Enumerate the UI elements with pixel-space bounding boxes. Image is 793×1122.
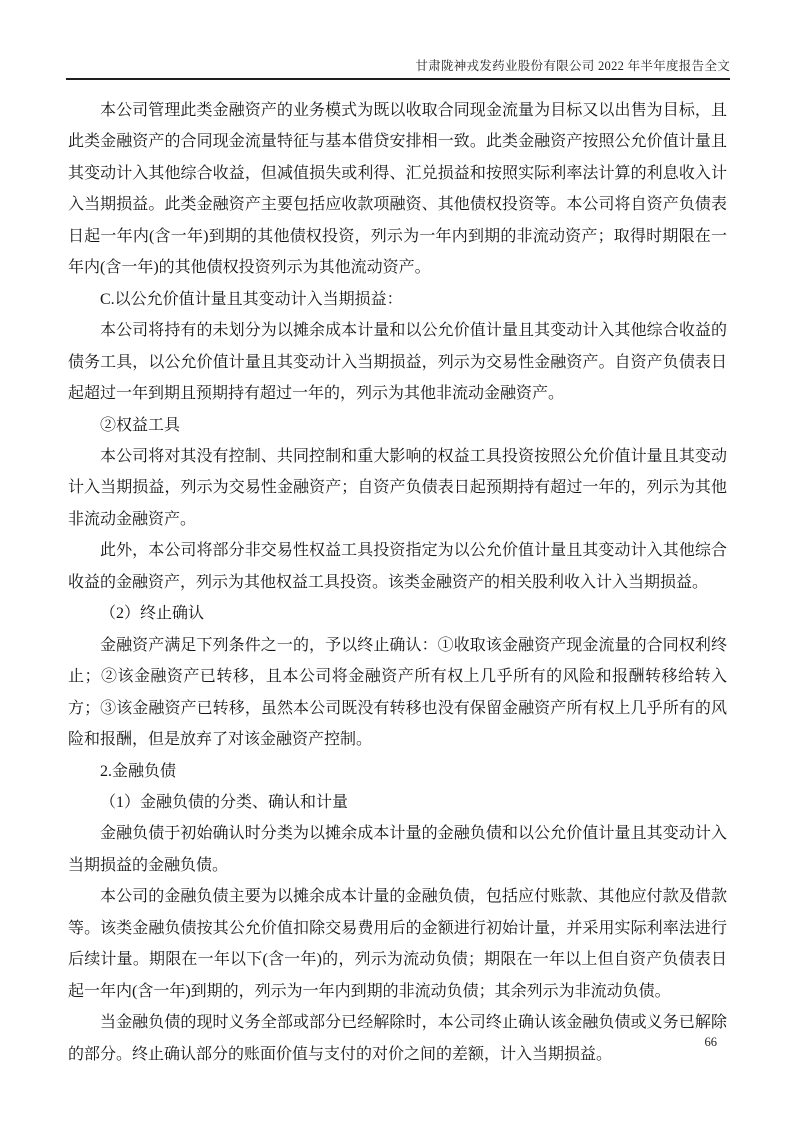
report-body [68, 95, 727, 1070]
paragraph-liability-measurement: 本公司的金融负债主要为以摊余成本计量的金融负债，包括应付账款、其他应付款及借款等。该类金融负债按其公允价值扣除交易费用后的金额进行初始计量，并采用实际利率法进行后续计量。期限在一年以下(含一年)的，列示为流动负债；期限在一年以上但自资产负债表日起一年内(含一年)到期的，列示为一年内到期的非流动负债；其余列示为非流动负债。 [68, 888, 727, 1000]
heading-derecognition: （2）终止确认 [100, 605, 205, 623]
paragraph-fvtpl-detail: 本公司将持有的未划分为以摊余成本计量和以公允价值计量且其变动计入其他综合收益的债务工具，以公允价值计量且其变动计入当期损益，列示为交易性金融资产。自资产负债表日起超过一年到期且预期持有超过一年的，列示为其他非流动金融资产。 [68, 322, 727, 403]
page-number: 66 [704, 1035, 717, 1049]
header-divider [66, 78, 730, 80]
heading-liability-classification: （1）金融负债的分类、确认和计量 [100, 793, 349, 811]
paragraph-liability-derecognition: 当金融负债的现时义务全部或部分已经解除时，本公司终止确认该金融负债或义务已解除的部分。终止确认部分的账面价值与支付的对价之间的差额，计入当期损益。 [68, 1014, 727, 1063]
paragraph-liability-initial-classification: 金融负债于初始确认时分类为以摊余成本计量的金融负债和以公允价值计量且其变动计入当期损益的金融负债。 [68, 825, 727, 874]
paragraph-derecognition-conditions: 金融资产满足下列条件之一的，予以终止确认：①收取该金融资产现金流量的合同权利终止；②该金融资产已转移，且本公司将金融资产所有权上几乎所有的风险和报酬转移给转入方；③该金融资产已转移，虽然本公司既没有转移也没有保留金融资产所有权上几乎所有的风险和报酬，但是放弃了对该金融资产控制。 [68, 636, 727, 749]
paragraph-financial-asset-model: 本公司管理此类金融资产的业务模式为既以收取合同现金流量为目标又以出售为目标，且此类金融资产的合同现金流量特征与基本借贷安排相一致。此类金融资产按照公允价值计量且其变动计入其他综合收益，但减值损失或利得、汇兑损益和按照实际利率法计算的利息收入计入当期损益。此类金融资产主要包括应收款项融资、其他债权投资等。本公司将自资产负债表日起一年内(含一年)到期的其他债权投资，列示为一年内到期的非流动资产；取得时期限在一年内(含一年)的其他债权投资列示为其他流动资产。 [68, 102, 727, 277]
paragraph-equity-instruments-detail: 本公司将对其没有控制、共同控制和重大影响的权益工具投资按照公允价值计量且其变动计入当期损益，列示为交易性金融资产；自资产负债表日起预期持有超过一年的，列示为其他非流动金融资产。 [68, 447, 727, 528]
report-header-title: 甘肃陇神戎发药业股份有限公司 2022 年半年度报告全文 [415, 59, 730, 73]
heading-equity-instruments: ②权益工具 [100, 416, 181, 434]
heading-fvtpl: C.以公允价值计量且其变动计入当期损益： [100, 290, 403, 308]
heading-financial-liabilities: 2.金融负债 [100, 762, 177, 780]
paragraph-non-trading-equity: 此外，本公司将部分非交易性权益工具投资指定为以公允价值计量且其变动计入其他综合收益的金融资产，列示为其他权益工具投资。该类金融资产的相关股利收入计入当期损益。 [68, 542, 727, 591]
